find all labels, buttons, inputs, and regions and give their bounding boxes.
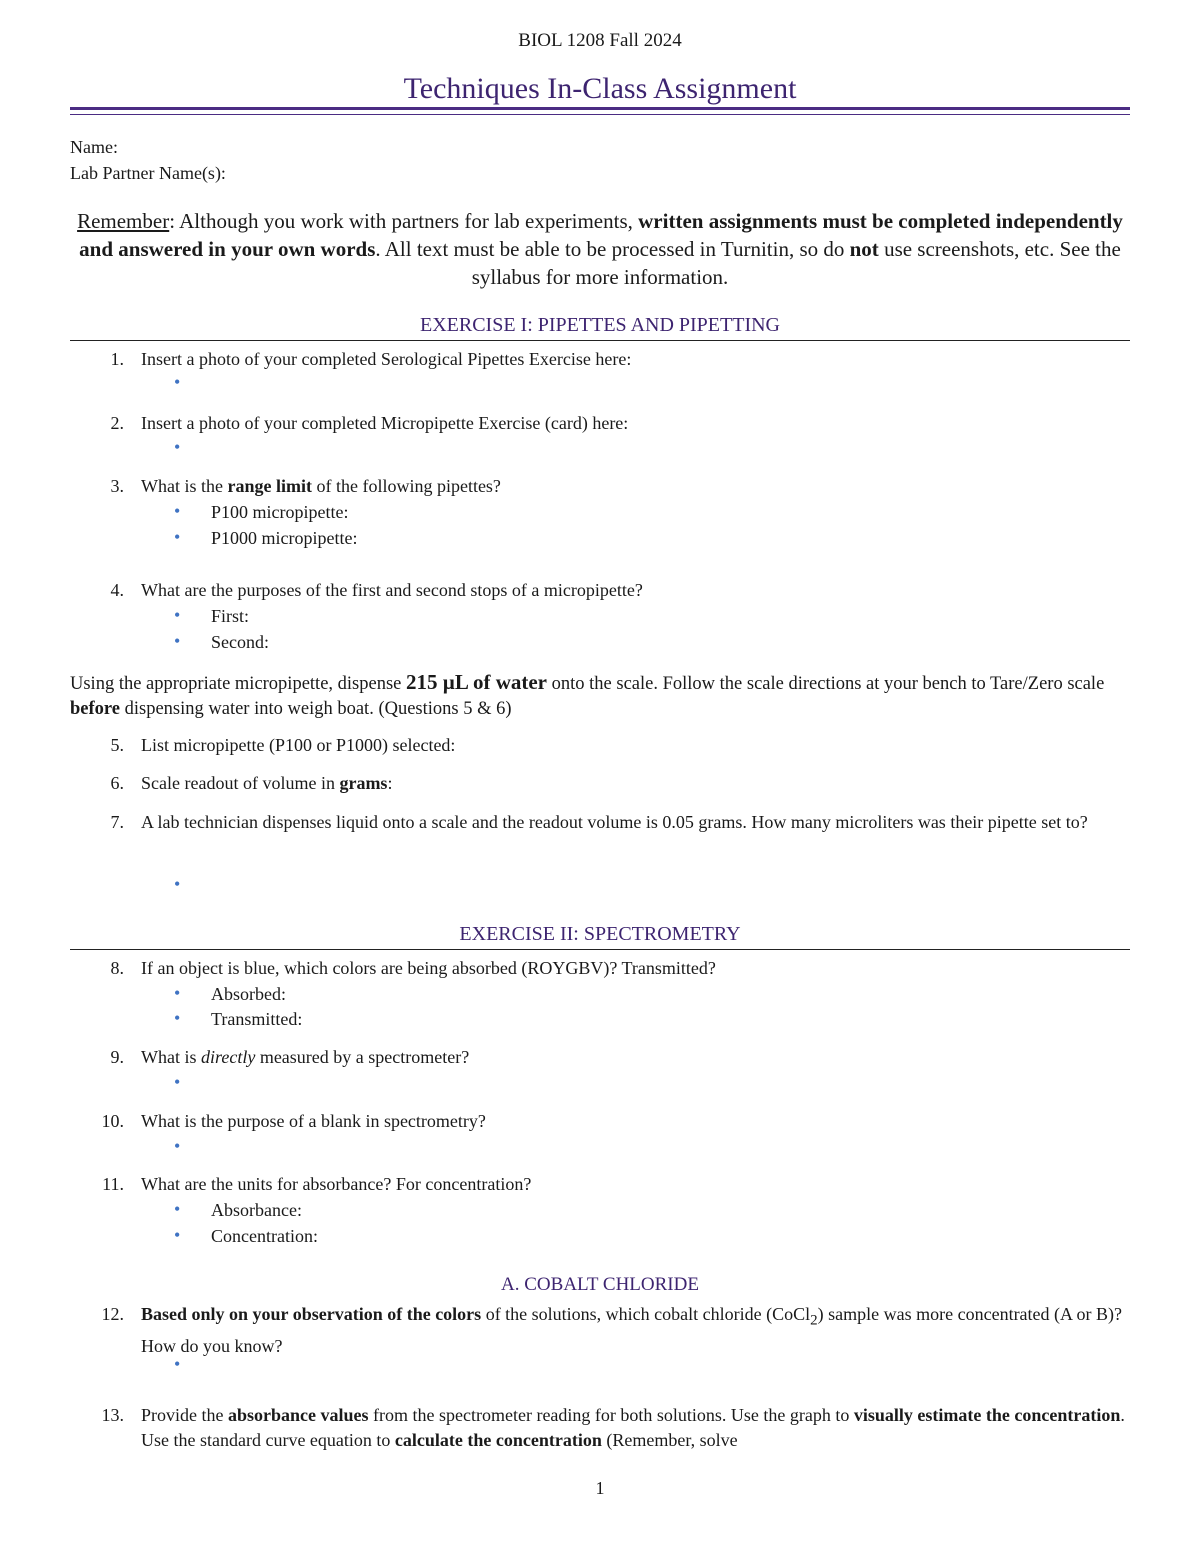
q11-text: What are the units for absorbance? For concentration? xyxy=(141,1174,532,1194)
q4-number: 4. xyxy=(110,580,124,600)
exercise-2-rule xyxy=(70,949,1130,950)
q3-text xyxy=(141,474,1131,499)
q8-text: If an object is blue, which colors are being absorbed (ROYGBV)? Transmitted? xyxy=(141,958,716,978)
course-header: BIOL 1208 Fall 2024 xyxy=(518,30,682,51)
q8-answer-transmitted-label: Transmitted: xyxy=(211,1009,303,1029)
q3-answer-p1000-label: P1000 micropipette: xyxy=(211,528,358,548)
q13-bold-1: absorbance values xyxy=(228,1405,369,1425)
q4-answer-first-label: First: xyxy=(211,606,250,626)
q10-text: What is the purpose of a blank in spectrometry? xyxy=(141,1111,486,1131)
instr-text-2: onto the scale. Follow the scale directions at your bench to Tare/Zero scale xyxy=(547,674,1105,694)
q3-bullet-2: • xyxy=(174,527,181,547)
q12-text-bold: Based only on your observation of the colors xyxy=(141,1304,482,1324)
q12-number: 12. xyxy=(101,1304,124,1324)
q9-text xyxy=(141,1045,1131,1070)
exercise-1-title: EXERCISE I: PIPETTES AND PIPETTING xyxy=(420,314,780,336)
q7-answer-bullet: • xyxy=(174,874,181,894)
q5-text: List micropipette (P100 or P1000) selected: xyxy=(141,735,456,755)
q2-answer-bullet: • xyxy=(174,437,181,457)
remember-text-2: . All text must be able to be processed in Turnitin, so do xyxy=(375,237,850,261)
page-number: 1 xyxy=(595,1478,605,1498)
title-rule-thick xyxy=(70,107,1130,110)
q6-text xyxy=(141,771,1131,796)
page-title: Techniques In-Class Assignment xyxy=(403,72,797,105)
name-field-label: Name: xyxy=(70,137,118,157)
instr-text-3: dispensing water into weigh boat. (Questions 5 & 6) xyxy=(120,699,512,719)
q12-answer-bullet: • xyxy=(174,1354,181,1374)
q3-number: 3. xyxy=(110,476,124,496)
q11-answer-concentration-label: Concentration: xyxy=(211,1226,318,1246)
q3-bullet-1: • xyxy=(174,501,181,521)
q8-bullet-2: • xyxy=(174,1008,181,1028)
q11-number: 11. xyxy=(102,1174,124,1194)
instr-text-1: Using the appropriate micropipette, dispense xyxy=(70,674,406,694)
q8-answer-absorbed-label: Absorbed: xyxy=(211,984,286,1004)
q9-number: 9. xyxy=(110,1047,124,1067)
q13-text-4: (Remember, solve xyxy=(601,1430,738,1450)
q7-number: 7. xyxy=(110,812,124,832)
instr-bold: before xyxy=(70,699,120,719)
instr-volume: 215 µL of water xyxy=(406,670,547,694)
q6-text-post: : xyxy=(387,773,393,793)
exercise-2-title: EXERCISE II: SPECTROMETRY xyxy=(459,923,741,945)
q8-bullet-1: • xyxy=(174,983,181,1003)
q11-bullet-2: • xyxy=(174,1225,181,1245)
q3-text-bold: range limit xyxy=(227,476,312,496)
q13-text xyxy=(141,1403,1131,1453)
q13-text-1: Provide the xyxy=(141,1405,228,1425)
q2-number: 2. xyxy=(110,413,124,433)
q1-text: Insert a photo of your completed Serological Pipettes Exercise here: xyxy=(141,349,632,369)
q5-number: 5. xyxy=(110,735,124,755)
q13-text-3: . Use the standard curve equation to xyxy=(141,1405,1125,1450)
q4-text: What are the purposes of the first and second stops of a micropipette? xyxy=(141,580,643,600)
q9-answer-bullet: • xyxy=(174,1072,181,1092)
q9-text-italic: directly xyxy=(201,1047,256,1067)
q3-answer-p100-label: P100 micropipette: xyxy=(211,502,349,522)
q1-answer-bullet: • xyxy=(174,372,181,392)
q13-text-2: from the spectrometer reading for both solutions. Use the graph to xyxy=(368,1405,854,1425)
exercise-1-rule xyxy=(70,340,1130,341)
q10-answer-bullet: • xyxy=(174,1136,181,1156)
q2-text: Insert a photo of your completed Micropipette Exercise (card) here: xyxy=(141,413,629,433)
remember-bold-2: not xyxy=(849,237,879,261)
q9-text-pre: What is xyxy=(141,1047,201,1067)
remember-text-1: : Although you work with partners for lab experiments, xyxy=(169,209,639,233)
remember-label: Remember xyxy=(77,209,170,233)
q12-subscript: 2 xyxy=(810,1312,818,1329)
subsection-cobalt-chloride: A. COBALT CHLORIDE xyxy=(501,1274,699,1295)
q8-number: 8. xyxy=(110,958,124,978)
q1-number: 1. xyxy=(110,349,124,369)
q4-bullet-2: • xyxy=(174,631,181,651)
title-rule-thin xyxy=(70,114,1130,115)
q6-number: 6. xyxy=(110,773,124,793)
dispense-instructions xyxy=(70,670,1132,722)
lab-partner-field-label: Lab Partner Name(s): xyxy=(70,163,226,183)
q11-answer-absorbance-label: Absorbance: xyxy=(211,1200,302,1220)
q4-bullet-1: • xyxy=(174,605,181,625)
remember-text-3: use screenshots, etc. See the syllabus for more information. xyxy=(471,237,1121,289)
q12-text-1: of the solutions, which cobalt chloride (CoCl xyxy=(481,1304,811,1324)
q10-number: 10. xyxy=(101,1111,124,1131)
q3-text-pre: What is the xyxy=(141,476,228,496)
q3-text-post: of the following pipettes? xyxy=(311,476,501,496)
q11-bullet-1: • xyxy=(174,1199,181,1219)
q6-text-pre: Scale readout of volume in xyxy=(141,773,340,793)
remember-notice xyxy=(70,207,1130,291)
q12-text-2: ) sample was more concentrated (A or B)? How do you know? xyxy=(141,1304,1123,1356)
q9-text-post: measured by a spectrometer? xyxy=(255,1047,470,1067)
q7-text: A lab technician dispenses liquid onto a scale and the readout volume is 0.05 grams. How many microliters was their pipette set to? xyxy=(141,812,1088,832)
q6-text-bold: grams xyxy=(339,773,388,793)
remember-bold-1: written assignments must be completed independently and answered in your own words xyxy=(79,209,1123,261)
q13-bold-3: calculate the concentration xyxy=(394,1430,602,1450)
q13-bold-2: visually estimate the concentration xyxy=(853,1405,1121,1425)
q13-number: 13. xyxy=(101,1405,124,1425)
q4-answer-second-label: Second: xyxy=(211,632,269,652)
q12-text xyxy=(141,1302,1131,1359)
